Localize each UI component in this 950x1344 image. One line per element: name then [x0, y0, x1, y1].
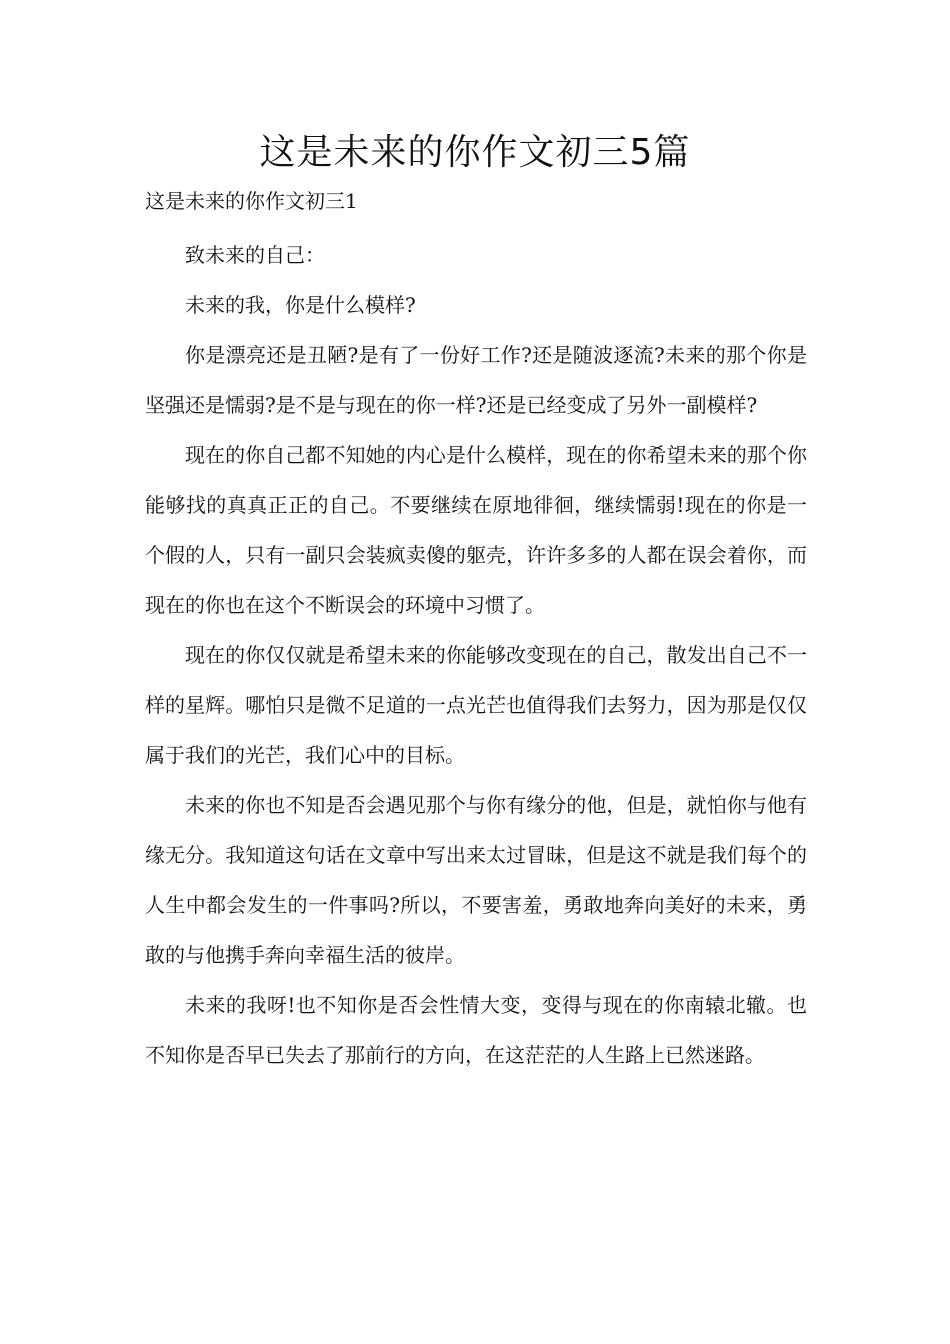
document-body	[145, 180, 807, 1080]
paragraph: 现在的你自己都不知她的内心是什么模样，现在的你希望未来的那个你能够找的真真正正的自己。不要继续在原地徘徊，继续懦弱!现在的你是一个假的人，只有一副只会装疯卖傻的躯壳，许许多多的人都在误会着你，而现在的你也在这个不断误会的环境中习惯了。	[145, 443, 807, 617]
paragraph-greeting: 致未来的自己：	[185, 243, 325, 267]
paragraph: 未来的你也不知是否会遇见那个与你有缘分的他，但是，就怕你与他有缘无分。我知道这句话在文章中写出来太过冒昧，但是这不就是我们每个的人生中都会发生的一件事吗?所以，不要害羞，勇敢地奔向美好的未来，勇敢的与他携手奔向幸福生活的彼岸。	[145, 793, 807, 967]
paragraph: 未来的我呀!也不知你是否会性情大变，变得与现在的你南辕北辙。也不知你是否早已失去了那前行的方向，在这茫茫的人生路上已然迷路。	[145, 993, 807, 1067]
essay-heading: 这是未来的你作文初三1	[145, 189, 358, 213]
paragraph: 现在的你仅仅就是希望未来的你能够改变现在的自己，散发出自己不一样的星辉。哪怕只是微不足道的一点光芒也值得我们去努力，因为那是仅仅属于我们的光芒，我们心中的目标。	[145, 643, 807, 767]
document-title: 这是未来的你作文初三5篇	[259, 132, 691, 173]
paragraph: 未来的我，你是什么模样?	[185, 293, 416, 317]
paragraph: 你是漂亮还是丑陋?是有了一份好工作?还是随波逐流?未来的那个你是坚强还是懦弱?是不是与现在的你一样?还是已经变成了另外一副模样?	[145, 343, 807, 417]
